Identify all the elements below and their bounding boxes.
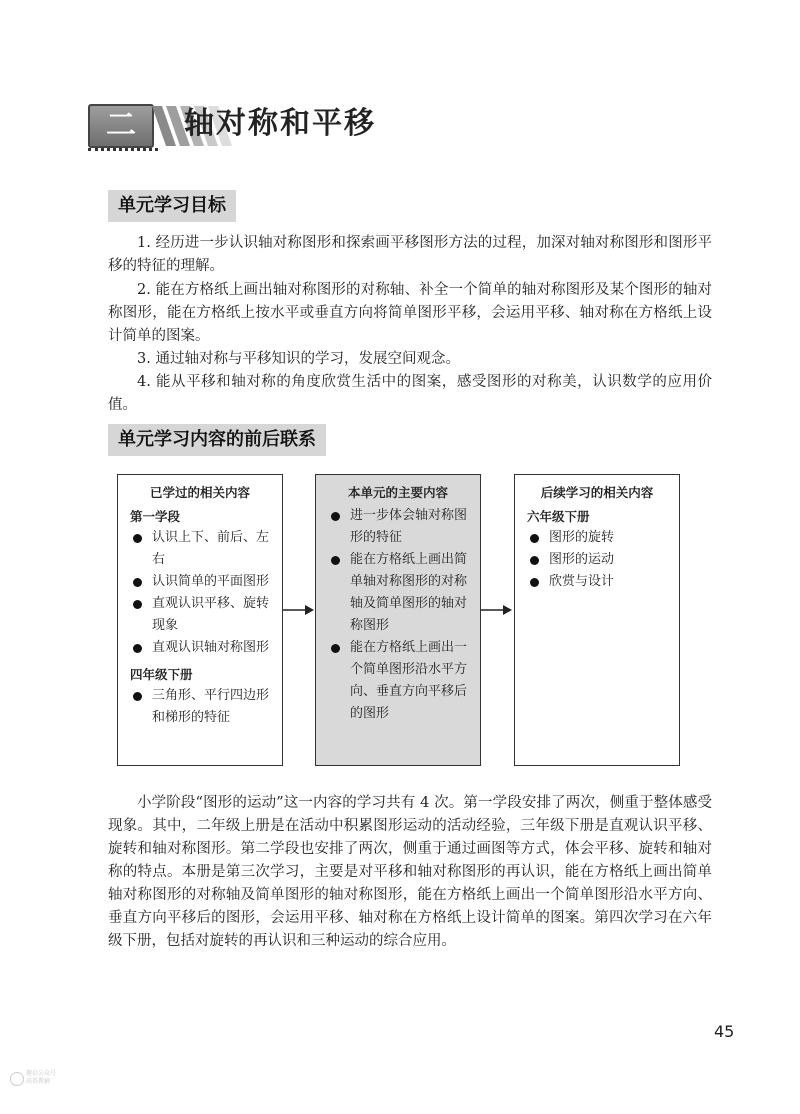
list-item: 直观认识轴对称图形 [118, 637, 282, 659]
list-item: 图形的运动 [515, 549, 679, 571]
goal-item-2: 2. 能在方格纸上画出轴对称图形的对称轴、补全一个简单的轴对称图形及某个图形的轴对称图形，能在方格纸上按水平或垂直方向将简单图形平移，会运用平移、轴对称在方格纸上设计简单的图案。 [108, 282, 712, 344]
prior-stage2-heading: 四年级下册 [130, 667, 193, 682]
chapter-underline [88, 148, 158, 151]
prior-box-title: 已学过的相关内容 [149, 485, 250, 500]
prior-stage2-list [118, 685, 282, 729]
watermark [10, 1070, 60, 1100]
list-item: 能在方格纸上画出一个简单图形沿水平方向、垂直方向平移后的图形 [316, 637, 480, 725]
current-box-title: 本单元的主要内容 [347, 485, 448, 500]
goal-item-4: 4. 能从平移和轴对称的角度欣赏生活中的图案，感受图形的对称美，认识数学的应用价值。 [108, 374, 712, 413]
future-learning-box [514, 474, 680, 766]
later-grade-heading: 六年级下册 [527, 509, 590, 524]
chapter-title: 轴对称和平移 [184, 106, 376, 141]
list-item: 三角形、平行四边形和梯形的特征 [118, 685, 282, 729]
chapter-header [86, 100, 466, 156]
goals-heading: 单元学习目标 [108, 190, 236, 222]
prior-stage1-heading: 第一学段 [130, 509, 181, 524]
watermark-logo-icon [10, 1072, 24, 1086]
arrow-right-icon [481, 603, 513, 617]
list-item: 认识简单的平面图形 [118, 571, 282, 593]
list-item: 直观认识平移、旋转现象 [118, 593, 282, 637]
unit-content-box [315, 474, 481, 766]
summary-paragraph: 小学阶段“图形的运动”这一内容的学习共有 4 次。第一学段安排了两次，侧重于整体感受现象。其中，二年级上册是在活动中积累图形运动的活动经验，三年级下册是直观认识平移、旋转和轴对称图形。第二学段也安排了两次，侧重于通过画图等方式，体会平移、旋转和轴对称的特点。本册是第三次学习，主要是对平移和轴对称图形的再认识，能在方格纸上画出简单轴对称图形的对称轴及简单图形的轴对称图形，能在方格纸上画出一个简单图形沿水平方向、垂直方向平移后的图形，会运用平移、轴对称在方格纸上设计简单的图案。第四次学习在六年级下册，包括对旋转的再认识和三种运动的综合应用。 [108, 795, 712, 949]
current-list [316, 505, 480, 725]
goal-item-3: 3. 通过轴对称与平移知识的学习，发展空间观念。 [137, 351, 460, 367]
prior-stage1-list [118, 527, 282, 659]
watermark-line-2: 高基教辅 [26, 1078, 51, 1085]
prior-knowledge-box [117, 474, 283, 766]
list-item: 欣赏与设计 [515, 571, 679, 593]
list-item: 进一步体会轴对称图形的特征 [316, 505, 480, 549]
list-item: 认识上下、前后、左右 [118, 527, 282, 571]
list-item: 能在方格纸上画出简单轴对称图形的对称轴及简单图形的轴对称图形 [316, 549, 480, 637]
chapter-number-badge: 二 [88, 104, 154, 148]
connections-heading: 单元学习内容的前后联系 [108, 424, 326, 456]
watermark-line-1: 趣启公众号 [26, 1070, 57, 1077]
arrow-right-icon [283, 603, 315, 617]
later-list [515, 527, 679, 593]
list-item: 图形的旋转 [515, 527, 679, 549]
later-box-title: 后续学习的相关内容 [540, 485, 654, 500]
goal-item-1: 1. 经历进一步认识轴对称图形和探索画平移图形方法的过程，加深对轴对称图形和图形平移的特征的理解。 [108, 235, 712, 274]
page-number: 45 [714, 1022, 735, 1041]
